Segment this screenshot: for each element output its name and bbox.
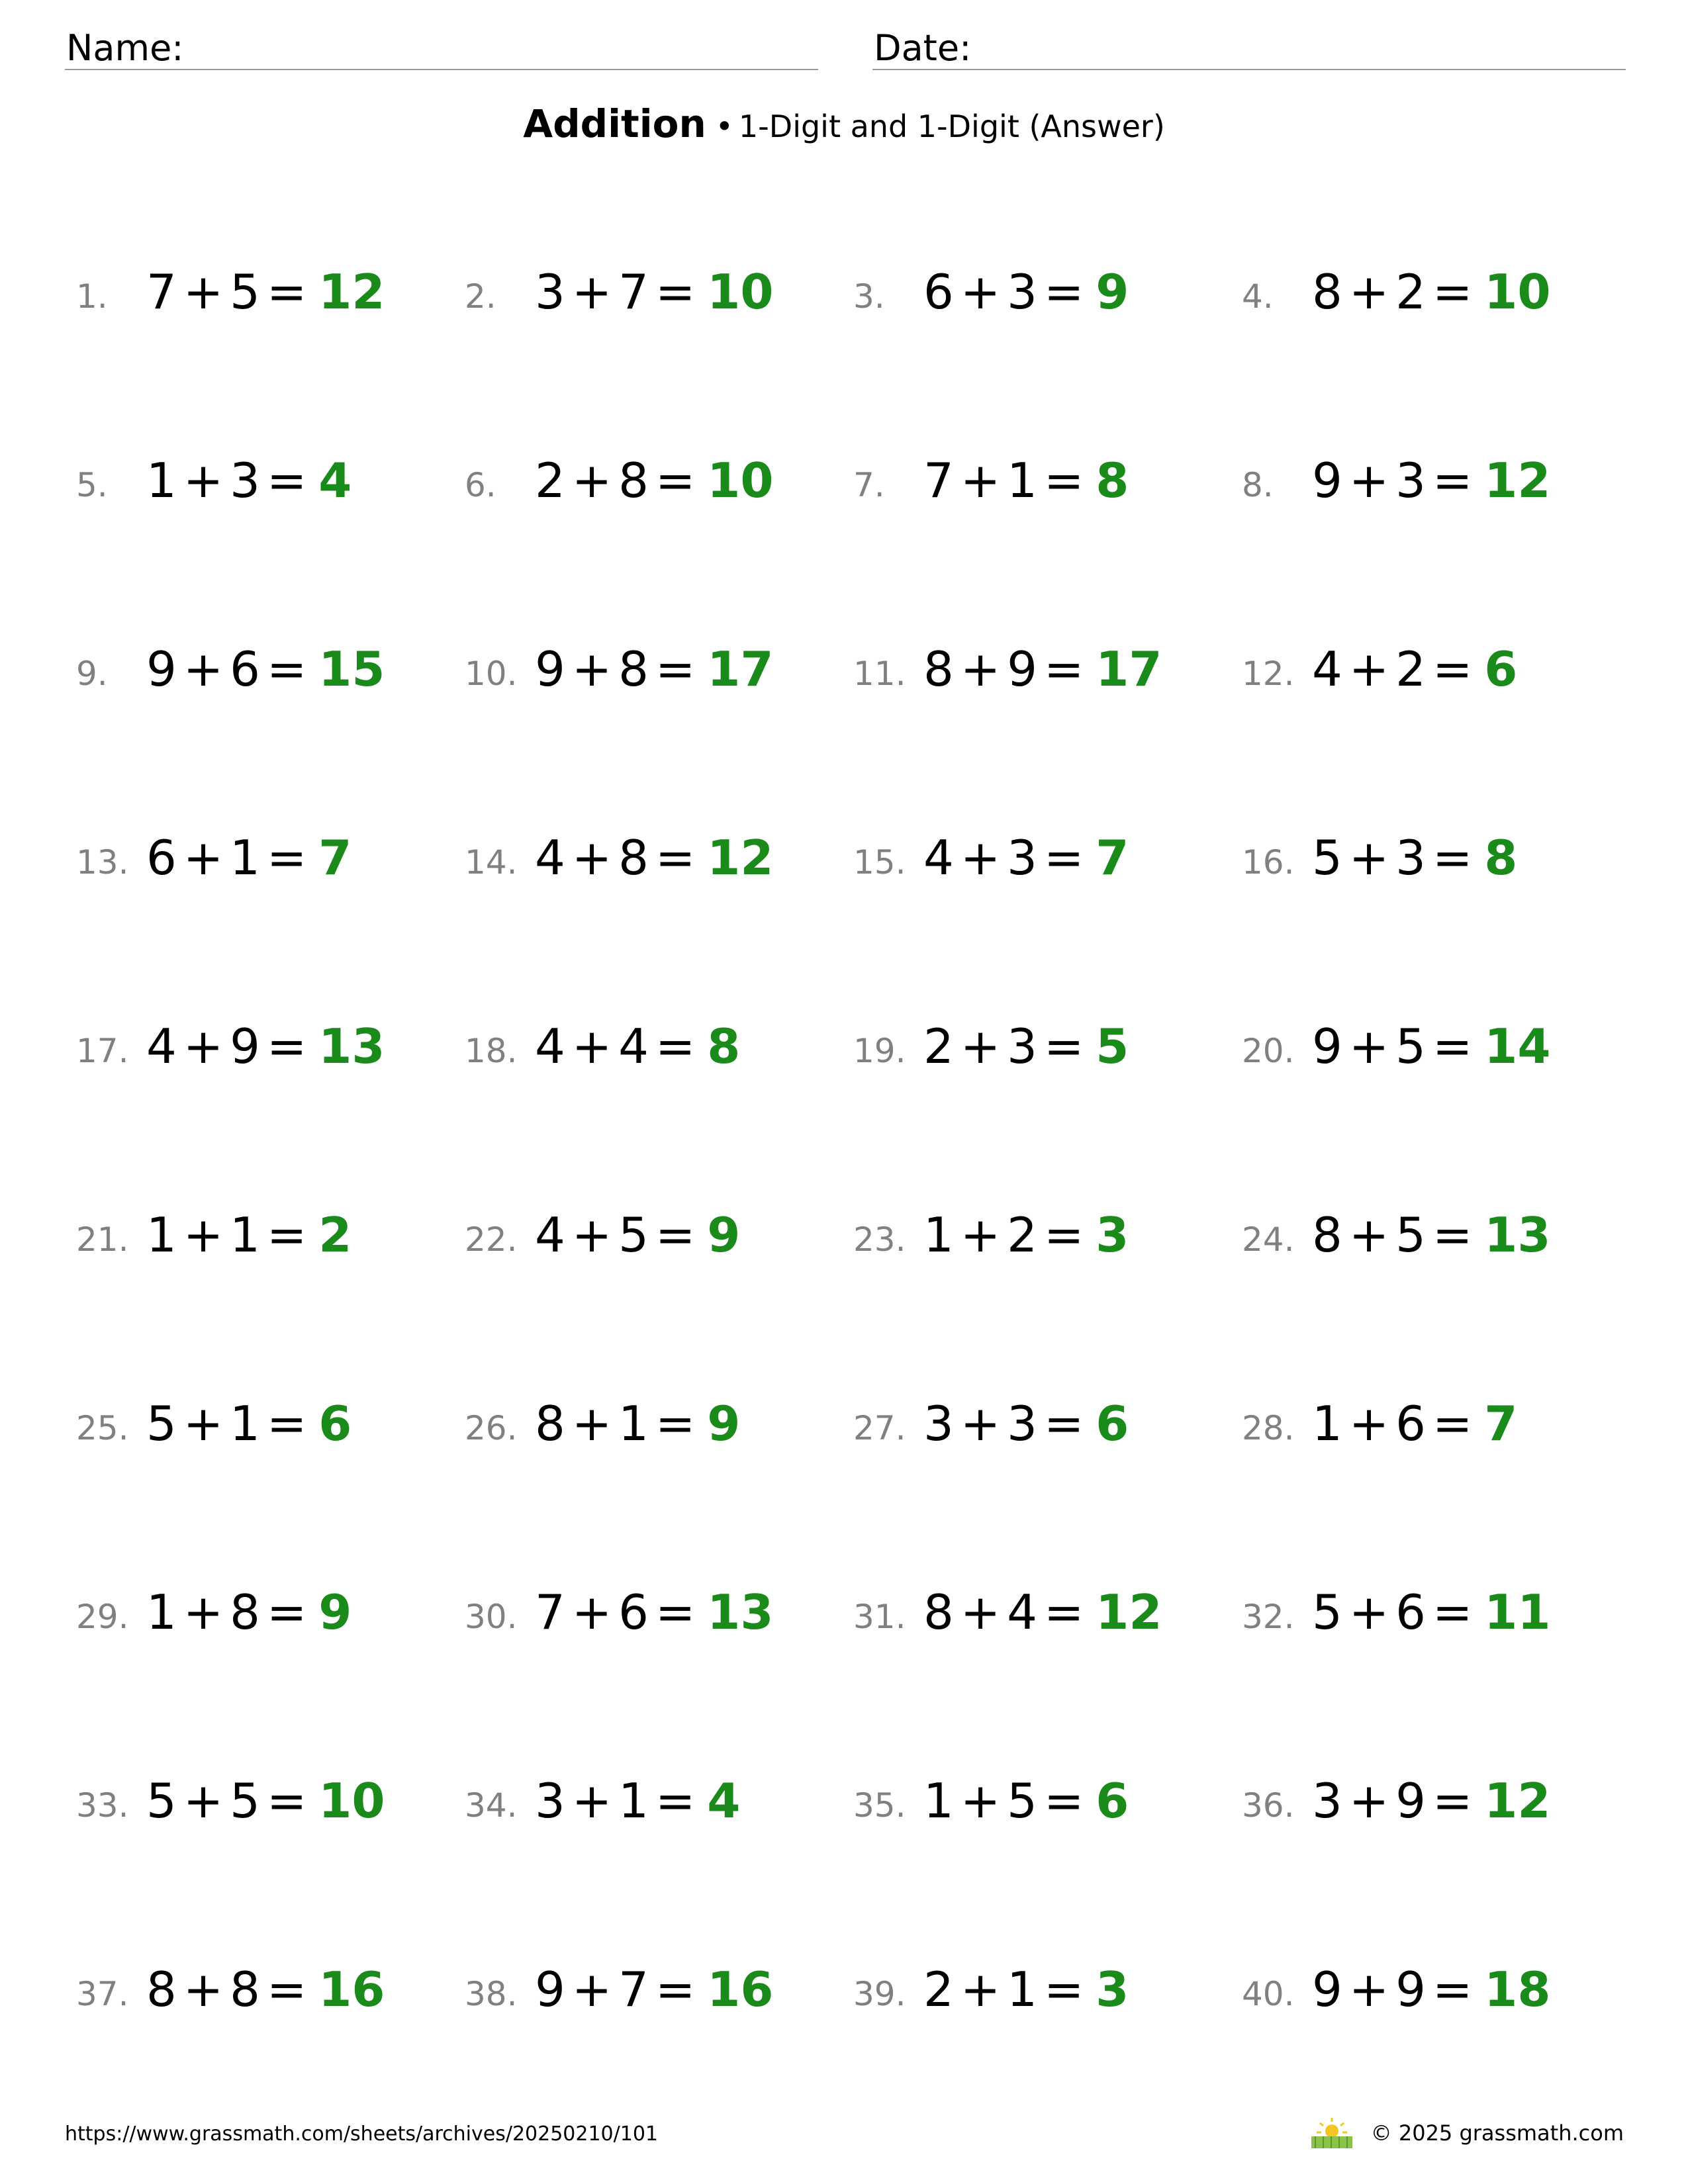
equals-sign: = <box>1432 830 1473 886</box>
addend-b: 9 <box>230 1019 260 1074</box>
problem-number: 19. <box>853 1032 906 1070</box>
problem-expression <box>923 453 1129 508</box>
answer: 5 <box>1096 1019 1129 1074</box>
problem-number: 38. <box>465 1975 518 2013</box>
addend-b: 8 <box>230 1584 260 1640</box>
problem-number: 27. <box>853 1409 906 1447</box>
answer: 7 <box>1484 1396 1518 1451</box>
answer: 13 <box>707 1584 774 1640</box>
answer: 3 <box>1096 1207 1129 1263</box>
addend-a: 9 <box>1312 1962 1342 2017</box>
answer: 9 <box>318 1584 352 1640</box>
addend-b: 2 <box>1395 641 1426 697</box>
problem-number: 3. <box>853 277 885 316</box>
addend-b: 2 <box>1007 1207 1037 1263</box>
addend-a: 4 <box>146 1019 177 1074</box>
equals-sign: = <box>266 1584 307 1640</box>
equals-sign: = <box>1432 1962 1473 2017</box>
equals-sign: = <box>1043 1019 1084 1074</box>
plus-sign: + <box>183 1962 224 2017</box>
problem-expression <box>146 1962 385 2017</box>
addend-a: 8 <box>535 1396 565 1451</box>
plus-sign: + <box>1348 641 1389 697</box>
equals-sign: = <box>1432 1396 1473 1451</box>
equals-sign: = <box>266 641 307 697</box>
addend-a: 5 <box>146 1396 177 1451</box>
plus-sign: + <box>1348 264 1389 320</box>
addend-b: 1 <box>618 1396 649 1451</box>
problem-number: 7. <box>853 466 885 504</box>
addend-a: 8 <box>923 1584 954 1640</box>
answer: 2 <box>318 1207 352 1263</box>
addend-a: 4 <box>535 1019 565 1074</box>
answer: 4 <box>707 1773 741 1829</box>
problem-expression <box>535 830 774 886</box>
problem-expression <box>1312 1019 1551 1074</box>
problem-expression <box>1312 1773 1551 1829</box>
problem-number: 8. <box>1242 466 1274 504</box>
answer: 9 <box>1096 264 1129 320</box>
answer: 12 <box>1096 1584 1162 1640</box>
problem-number: 37. <box>76 1975 129 2013</box>
plus-sign: + <box>183 1207 224 1263</box>
answer: 3 <box>1096 1962 1129 2017</box>
answer: 17 <box>1096 641 1162 697</box>
footer-url: https://www.grassmath.com/sheets/archives/20250210/101 <box>65 2122 659 2146</box>
problem-expression <box>535 641 774 697</box>
problem-number: 6. <box>465 466 496 504</box>
problem-expression <box>535 1396 741 1451</box>
problem-number: 23. <box>853 1220 906 1259</box>
problem-expression <box>923 1396 1129 1451</box>
plus-sign: + <box>183 1584 224 1640</box>
title-main: Addition <box>523 101 706 146</box>
plus-sign: + <box>571 1584 612 1640</box>
addend-a: 1 <box>146 1584 177 1640</box>
addend-b: 1 <box>230 830 260 886</box>
equals-sign: = <box>1432 264 1473 320</box>
plus-sign: + <box>571 264 612 320</box>
addend-a: 3 <box>535 1773 565 1829</box>
addend-b: 1 <box>230 1396 260 1451</box>
equals-sign: = <box>1432 1584 1473 1640</box>
answer: 16 <box>707 1962 774 2017</box>
addend-a: 5 <box>1312 1584 1342 1640</box>
addend-a: 5 <box>146 1773 177 1829</box>
problem-number: 14. <box>465 843 518 882</box>
equals-sign: = <box>1043 453 1084 508</box>
problem-expression <box>1312 1584 1551 1640</box>
addend-b: 5 <box>230 264 260 320</box>
addend-b: 4 <box>1007 1584 1037 1640</box>
problem-number: 13. <box>76 843 129 882</box>
plus-sign: + <box>571 1962 612 2017</box>
addend-b: 2 <box>1395 264 1426 320</box>
problem-number: 20. <box>1242 1032 1295 1070</box>
problem-expression <box>1312 264 1551 320</box>
equals-sign: = <box>266 1207 307 1263</box>
equals-sign: = <box>655 830 696 886</box>
addend-a: 1 <box>923 1207 954 1263</box>
plus-sign: + <box>1348 1773 1389 1829</box>
addend-b: 6 <box>1395 1396 1426 1451</box>
problem-number: 36. <box>1242 1786 1295 1825</box>
problem-number: 12. <box>1242 655 1295 693</box>
addend-b: 3 <box>1007 1396 1037 1451</box>
equals-sign: = <box>1043 1207 1084 1263</box>
problem-expression <box>535 1019 741 1074</box>
addend-a: 9 <box>535 1962 565 2017</box>
addend-a: 8 <box>146 1962 177 2017</box>
addend-a: 1 <box>146 453 177 508</box>
plus-sign: + <box>183 641 224 697</box>
equals-sign: = <box>266 1019 307 1074</box>
addend-b: 9 <box>1007 641 1037 697</box>
equals-sign: = <box>655 1962 696 2017</box>
answer: 6 <box>1096 1396 1129 1451</box>
equals-sign: = <box>655 453 696 508</box>
plus-sign: + <box>183 453 224 508</box>
problem-expression <box>923 1019 1129 1074</box>
addend-b: 6 <box>618 1584 649 1640</box>
problem-expression <box>923 264 1129 320</box>
addend-b: 8 <box>618 641 649 697</box>
plus-sign: + <box>183 1019 224 1074</box>
equals-sign: = <box>1043 830 1084 886</box>
equals-sign: = <box>655 1773 696 1829</box>
addend-a: 6 <box>146 830 177 886</box>
problem-expression <box>146 641 385 697</box>
equals-sign: = <box>1043 1396 1084 1451</box>
problem-expression <box>146 1396 352 1451</box>
problem-number: 16. <box>1242 843 1295 882</box>
answer: 16 <box>318 1962 385 2017</box>
problem-number: 21. <box>76 1220 129 1259</box>
equals-sign: = <box>1432 1019 1473 1074</box>
equals-sign: = <box>1432 453 1473 508</box>
plus-sign: + <box>571 1396 612 1451</box>
problem-expression <box>146 264 385 320</box>
equals-sign: = <box>1043 1584 1084 1640</box>
addend-b: 3 <box>1395 453 1426 508</box>
answer: 14 <box>1484 1019 1551 1074</box>
addend-a: 1 <box>146 1207 177 1263</box>
plus-sign: + <box>1348 1396 1389 1451</box>
plus-sign: + <box>960 1019 1001 1074</box>
addend-a: 4 <box>923 830 954 886</box>
addend-a: 5 <box>1312 830 1342 886</box>
addend-a: 8 <box>1312 1207 1342 1263</box>
answer: 13 <box>1484 1207 1551 1263</box>
addend-b: 1 <box>1007 453 1037 508</box>
equals-sign: = <box>1043 641 1084 697</box>
problem-number: 31. <box>853 1598 906 1636</box>
plus-sign: + <box>183 264 224 320</box>
addend-b: 5 <box>1395 1019 1426 1074</box>
plus-sign: + <box>960 1962 1001 2017</box>
plus-sign: + <box>960 830 1001 886</box>
problem-number: 1. <box>76 277 108 316</box>
plus-sign: + <box>960 1584 1001 1640</box>
addend-b: 8 <box>618 453 649 508</box>
problem-expression <box>1312 1396 1518 1451</box>
problem-number: 18. <box>465 1032 518 1070</box>
plus-sign: + <box>1348 1207 1389 1263</box>
addend-a: 2 <box>923 1019 954 1074</box>
plus-sign: + <box>1348 1584 1389 1640</box>
equals-sign: = <box>1043 1773 1084 1829</box>
plus-sign: + <box>183 1773 224 1829</box>
equals-sign: = <box>266 1396 307 1451</box>
plus-sign: + <box>1348 1019 1389 1074</box>
answer: 7 <box>1096 830 1129 886</box>
addend-b: 7 <box>618 1962 649 2017</box>
problem-number: 24. <box>1242 1220 1295 1259</box>
answer: 12 <box>707 830 774 886</box>
addend-b: 9 <box>1395 1773 1426 1829</box>
problem-number: 15. <box>853 843 906 882</box>
equals-sign: = <box>655 641 696 697</box>
problem-number: 35. <box>853 1786 906 1825</box>
plus-sign: + <box>183 830 224 886</box>
problem-expression <box>1312 453 1551 508</box>
problem-number: 5. <box>76 466 108 504</box>
answer: 17 <box>707 641 774 697</box>
plus-sign: + <box>960 264 1001 320</box>
equals-sign: = <box>655 264 696 320</box>
problem-number: 2. <box>465 277 496 316</box>
problem-number: 25. <box>76 1409 129 1447</box>
equals-sign: = <box>266 1962 307 2017</box>
plus-sign: + <box>571 453 612 508</box>
addend-a: 7 <box>923 453 954 508</box>
addend-a: 1 <box>923 1773 954 1829</box>
problem-expression <box>535 453 774 508</box>
addend-b: 8 <box>618 830 649 886</box>
addend-b: 1 <box>618 1773 649 1829</box>
problem-expression <box>146 1584 352 1640</box>
problem-number: 4. <box>1242 277 1274 316</box>
problem-number: 33. <box>76 1786 129 1825</box>
addend-a: 3 <box>923 1396 954 1451</box>
addend-b: 5 <box>1007 1773 1037 1829</box>
addend-a: 4 <box>535 1207 565 1263</box>
problem-number: 17. <box>76 1032 129 1070</box>
answer: 6 <box>1096 1773 1129 1829</box>
equals-sign: = <box>266 1773 307 1829</box>
problem-number: 40. <box>1242 1975 1295 2013</box>
plus-sign: + <box>571 1773 612 1829</box>
answer: 9 <box>707 1207 741 1263</box>
addend-b: 8 <box>230 1962 260 2017</box>
problem-expression <box>535 1584 774 1640</box>
name-label: Name: <box>66 27 184 69</box>
addend-b: 3 <box>1007 830 1037 886</box>
problem-number: 29. <box>76 1598 129 1636</box>
footer-brand <box>1309 2115 1624 2152</box>
addend-a: 3 <box>535 264 565 320</box>
addend-a: 8 <box>923 641 954 697</box>
title-subtitle: 1-Digit and 1-Digit (Answer) <box>738 109 1165 144</box>
addend-a: 8 <box>1312 264 1342 320</box>
equals-sign: = <box>1432 641 1473 697</box>
problem-expression <box>1312 1207 1551 1263</box>
problem-expression <box>535 1773 741 1829</box>
problem-expression <box>1312 1962 1551 2017</box>
addend-b: 3 <box>1007 264 1037 320</box>
problem-expression <box>535 264 774 320</box>
problem-number: 39. <box>853 1975 906 2013</box>
problem-number: 32. <box>1242 1598 1295 1636</box>
answer: 12 <box>1484 453 1551 508</box>
addend-b: 6 <box>230 641 260 697</box>
problem-expression <box>923 1584 1162 1640</box>
grass-sun-logo-icon <box>1309 2116 1355 2150</box>
plus-sign: + <box>571 830 612 886</box>
addend-a: 4 <box>1312 641 1342 697</box>
addend-a: 2 <box>923 1962 954 2017</box>
plus-sign: + <box>960 1207 1001 1263</box>
plus-sign: + <box>960 453 1001 508</box>
equals-sign: = <box>266 264 307 320</box>
problem-expression <box>923 641 1162 697</box>
title-separator: • <box>715 109 733 144</box>
addend-a: 4 <box>535 830 565 886</box>
equals-sign: = <box>1043 1962 1084 2017</box>
problem-expression <box>923 1962 1129 2017</box>
answer: 15 <box>318 641 385 697</box>
equals-sign: = <box>266 830 307 886</box>
equals-sign: = <box>655 1396 696 1451</box>
problem-expression <box>535 1207 741 1263</box>
problem-expression <box>923 830 1129 886</box>
plus-sign: + <box>571 1019 612 1074</box>
addend-b: 6 <box>1395 1584 1426 1640</box>
addend-a: 3 <box>1312 1773 1342 1829</box>
addend-b: 7 <box>618 264 649 320</box>
equals-sign: = <box>655 1584 696 1640</box>
answer: 4 <box>318 453 352 508</box>
problem-number: 34. <box>465 1786 518 1825</box>
problem-expression <box>146 1773 385 1829</box>
answer: 12 <box>1484 1773 1551 1829</box>
problem-expression <box>146 1207 352 1263</box>
addend-a: 9 <box>146 641 177 697</box>
plus-sign: + <box>960 641 1001 697</box>
problem-number: 9. <box>76 655 108 693</box>
addend-a: 9 <box>1312 453 1342 508</box>
equals-sign: = <box>1432 1773 1473 1829</box>
addend-b: 9 <box>1395 1962 1426 2017</box>
plus-sign: + <box>1348 453 1389 508</box>
addend-a: 1 <box>1312 1396 1342 1451</box>
addend-b: 3 <box>1395 830 1426 886</box>
equals-sign: = <box>655 1207 696 1263</box>
problem-number: 26. <box>465 1409 518 1447</box>
problem-expression <box>923 1773 1129 1829</box>
addend-b: 3 <box>1007 1019 1037 1074</box>
addend-b: 5 <box>230 1773 260 1829</box>
plus-sign: + <box>960 1396 1001 1451</box>
problem-number: 10. <box>465 655 518 693</box>
equals-sign: = <box>1432 1207 1473 1263</box>
copyright: © 2025 grassmath.com <box>1370 2120 1624 2146</box>
answer: 9 <box>707 1396 741 1451</box>
addend-b: 5 <box>1395 1207 1426 1263</box>
answer: 10 <box>1484 264 1551 320</box>
plus-sign: + <box>571 1207 612 1263</box>
answer: 8 <box>1096 453 1129 508</box>
answer: 11 <box>1484 1584 1551 1640</box>
answer: 8 <box>707 1019 741 1074</box>
problem-expression <box>923 1207 1129 1263</box>
equals-sign: = <box>1043 264 1084 320</box>
plus-sign: + <box>571 641 612 697</box>
addend-b: 1 <box>230 1207 260 1263</box>
addend-a: 7 <box>535 1584 565 1640</box>
answer: 10 <box>707 264 774 320</box>
problem-number: 22. <box>465 1220 518 1259</box>
answer: 18 <box>1484 1962 1551 2017</box>
equals-sign: = <box>655 1019 696 1074</box>
problem-number: 30. <box>465 1598 518 1636</box>
addend-a: 2 <box>535 453 565 508</box>
answer: 7 <box>318 830 352 886</box>
plus-sign: + <box>183 1396 224 1451</box>
answer: 10 <box>318 1773 385 1829</box>
problem-number: 11. <box>853 655 906 693</box>
plus-sign: + <box>1348 1962 1389 2017</box>
plus-sign: + <box>960 1773 1001 1829</box>
addend-a: 6 <box>923 264 954 320</box>
answer: 6 <box>1484 641 1518 697</box>
addend-a: 9 <box>535 641 565 697</box>
date-label: Date: <box>874 27 972 69</box>
problem-expression <box>146 830 352 886</box>
equals-sign: = <box>266 453 307 508</box>
addend-a: 7 <box>146 264 177 320</box>
answer: 6 <box>318 1396 352 1451</box>
answer: 10 <box>707 453 774 508</box>
addend-b: 5 <box>618 1207 649 1263</box>
addend-b: 1 <box>1007 1962 1037 2017</box>
problem-expression <box>146 453 352 508</box>
problem-expression <box>535 1962 774 2017</box>
problem-expression <box>1312 830 1518 886</box>
addend-a: 9 <box>1312 1019 1342 1074</box>
plus-sign: + <box>1348 830 1389 886</box>
answer: 8 <box>1484 830 1518 886</box>
problem-expression <box>1312 641 1518 697</box>
problem-expression <box>146 1019 385 1074</box>
addend-b: 3 <box>230 453 260 508</box>
answer: 13 <box>318 1019 385 1074</box>
problem-number: 28. <box>1242 1409 1295 1447</box>
addend-b: 4 <box>618 1019 649 1074</box>
answer: 12 <box>318 264 385 320</box>
